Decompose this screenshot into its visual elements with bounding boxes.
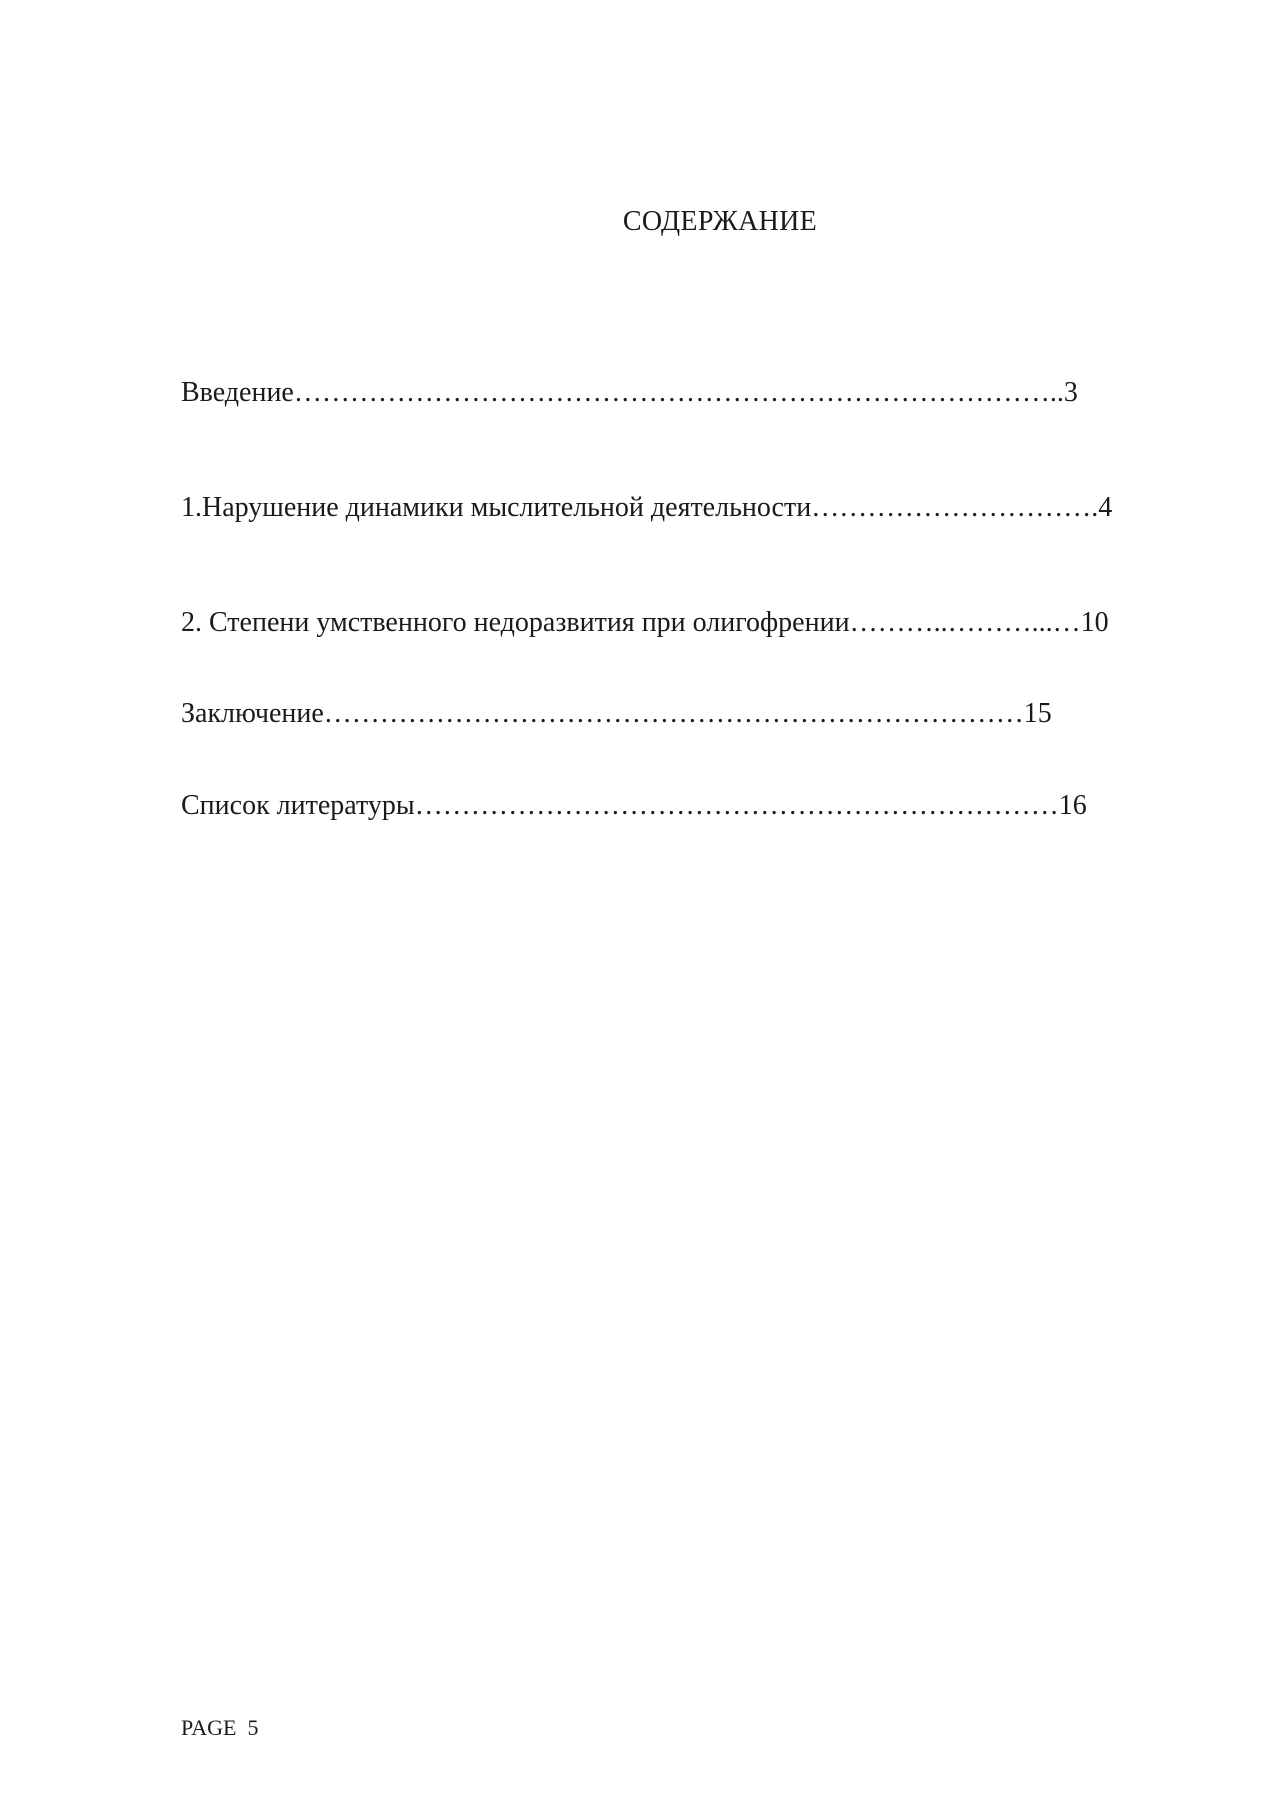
toc-entry-chapter-2	[181, 606, 1109, 640]
toc-entry-title: Введение	[181, 377, 294, 408]
toc-entry-leader: ………..………...…	[849, 607, 1081, 638]
toc-entry-conclusion	[181, 697, 1052, 731]
toc-entry-references	[181, 789, 1087, 823]
toc-entry-title: 1.Нарушение динамики мыслительной деятельности	[181, 492, 812, 523]
toc-entry-page: 10	[1080, 607, 1109, 638]
page-number: 5	[247, 1715, 259, 1740]
toc-entry-chapter-1	[181, 491, 1112, 525]
toc-entry-page: 16	[1058, 790, 1087, 821]
toc-entry-title: Список литературы	[181, 790, 415, 821]
toc-entry-leader: ……………………………………………………………	[414, 790, 1059, 821]
toc-entry-page: 4	[1098, 492, 1113, 523]
toc-entry-leader: …………………………………………………………………	[323, 698, 1024, 729]
toc-entry-title: Заключение	[181, 698, 324, 729]
page-title: СОДЕРЖАНИЕ	[622, 206, 818, 237]
toc-entry-title: 2. Степени умственного недоразвития при олигофрении	[181, 607, 850, 638]
toc-entry-page: 3	[1063, 377, 1078, 408]
page-footer	[181, 1715, 258, 1741]
toc-entry-leader: ………………………….	[811, 492, 1099, 523]
toc-entry-leader: ………………………………………………………………………..	[293, 377, 1064, 408]
toc-entry-introduction	[181, 376, 1078, 410]
toc-entry-page: 15	[1023, 698, 1052, 729]
footer-label: PAGE	[181, 1715, 237, 1740]
